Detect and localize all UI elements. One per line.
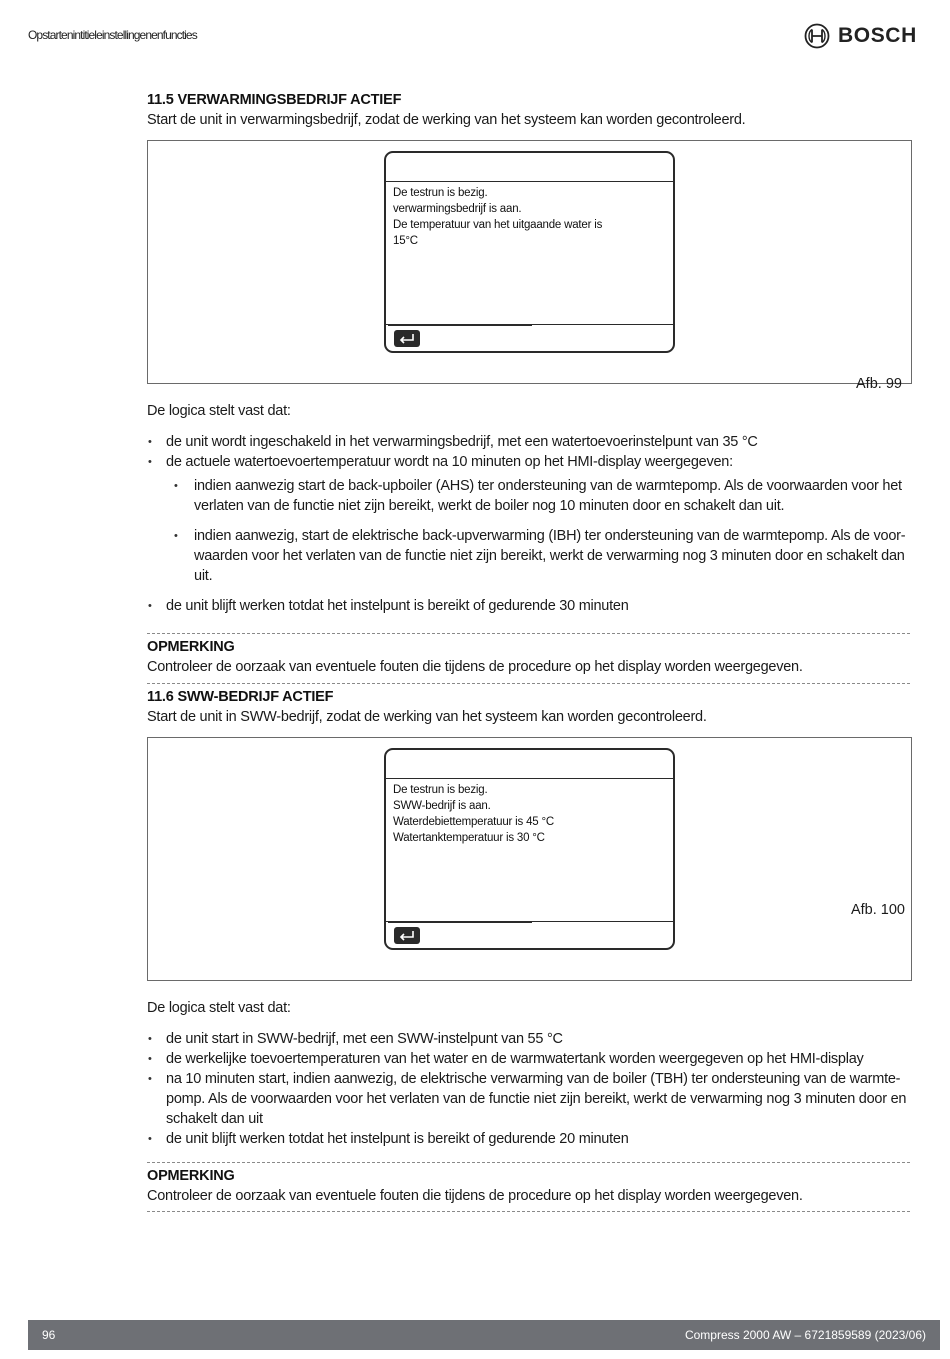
sub-list-item: • indien aanwezig, start de elektrische back-upverwarming (IBH) ter ondersteuning van de warmtepomp. Als de voor-waarden voor het verlaten van de functie niet zijn bereikt, werkt de verwarming nog 3 minuten door en schakelt dan uit.	[166, 526, 912, 586]
screen-title-divider	[386, 778, 673, 779]
screen-progress-bar	[388, 921, 532, 923]
note-divider-bottom	[147, 1211, 910, 1212]
section-intro-11-5: Start de unit in verwarmingsbedrijf, zodat de werking van het systeem kan worden gecontroleerd.	[147, 112, 746, 128]
note-divider-top	[147, 633, 910, 634]
list-item: • na 10 minuten start, indien aanwezig, de elektrische verwarming van de boiler (TBH) ter ondersteuning van de warmte-pomp. Als de voorwaarden voor het verlaten van de functie niet zijn bereikt, werkt de verwarming nog 3 minuten door en schakelt dan uit	[147, 1069, 912, 1129]
screen-progress-bar	[388, 324, 532, 326]
note-text: Controleer de oorzaak van eventuele fouten die tijdens de procedure op het display worden weergegeven.	[147, 659, 803, 675]
note-title: OPMERKING	[147, 1168, 235, 1184]
brand-name: BOSCH	[838, 24, 917, 47]
brand-logo	[804, 23, 917, 49]
hmi-screen-dhw	[384, 748, 675, 950]
note-divider-top	[147, 1162, 910, 1163]
running-header: Opstartenintitieleinstellingenenfuncties	[28, 28, 197, 42]
figure-99	[147, 140, 912, 384]
enter-return-icon	[394, 927, 420, 944]
section-intro-11-6: Start de unit in SWW-bedrijf, zodat de werking van het systeem kan worden gecontroleerd.	[147, 709, 707, 725]
page-number: 96	[42, 1328, 56, 1342]
list-item: • de unit blijft werken totdat het instelpunt is bereikt of gedurende 30 minuten	[147, 596, 912, 616]
screen-line: 15°C	[393, 235, 418, 247]
screen-line: De temperatuur van het uitgaande water is	[393, 219, 603, 231]
screen-title-divider	[386, 181, 673, 182]
logic-intro: De logica stelt vast dat:	[147, 1000, 291, 1016]
sub-list	[166, 476, 912, 586]
logic-list-11-6	[147, 1029, 912, 1149]
section-heading-11-6: 11.6 SWW-BEDRIJF ACTIEF	[147, 689, 334, 705]
note-title: OPMERKING	[147, 639, 235, 655]
screen-line: Watertanktemperatuur is 30 °C	[393, 832, 545, 844]
figure-100	[147, 737, 912, 981]
page-footer	[28, 1320, 940, 1350]
logic-list-11-5	[147, 432, 912, 616]
list-item: • de unit wordt ingeschakeld in het verwarmingsbedrijf, met een watertoevoerinstelpunt van 35 °C	[147, 432, 912, 452]
logic-intro: De logica stelt vast dat:	[147, 403, 291, 419]
screen-line: Waterdebiettemperatuur is 45 °C	[393, 816, 554, 828]
list-item	[147, 452, 912, 586]
list-item-text: de actuele watertoevoertemperatuur wordt na 10 minuten op het HMI-display weergegeven:	[166, 454, 733, 470]
hmi-screen-heating	[384, 151, 675, 353]
screen-line: verwarmingsbedrijf is aan.	[393, 203, 522, 215]
list-item: • de werkelijke toevoertemperaturen van het water en de warmwatertank worden weergegeven op het HMI-display	[147, 1049, 912, 1069]
list-item: • de unit blijft werken totdat het instelpunt is bereikt of gedurende 20 minuten	[147, 1129, 912, 1149]
screen-line: De testrun is bezig.	[393, 187, 488, 199]
figure-label: Afb. 100	[850, 902, 905, 918]
screen-message	[393, 782, 554, 846]
screen-line: De testrun is bezig.	[393, 784, 488, 796]
enter-return-icon	[394, 330, 420, 347]
sub-list-item: • indien aanwezig start de back-upboiler (AHS) ter ondersteuning van de warmtepomp. Als de voorwaarden voor het verlaten van de functie niet zijn bereikt, werkt de boiler nog 10 minuten door en schakelt dan uit.	[166, 476, 912, 516]
section-heading-11-5: 11.5 VERWARMINGSBEDRIJF ACTIEF	[147, 92, 402, 108]
figure-label: Afb. 99	[856, 376, 902, 392]
bosch-armature-icon	[804, 23, 830, 49]
list-item: • de unit start in SWW-bedrijf, met een SWW-instelpunt van 55 °C	[147, 1029, 912, 1049]
document-reference: Compress 2000 AW – 6721859589 (2023/06)	[684, 1328, 926, 1342]
screen-message	[393, 185, 602, 249]
note-text: Controleer de oorzaak van eventuele fouten die tijdens de procedure op het display worden weergegeven.	[147, 1188, 803, 1204]
note-divider-bottom	[147, 683, 910, 684]
screen-line: SWW-bedrijf is aan.	[393, 800, 491, 812]
